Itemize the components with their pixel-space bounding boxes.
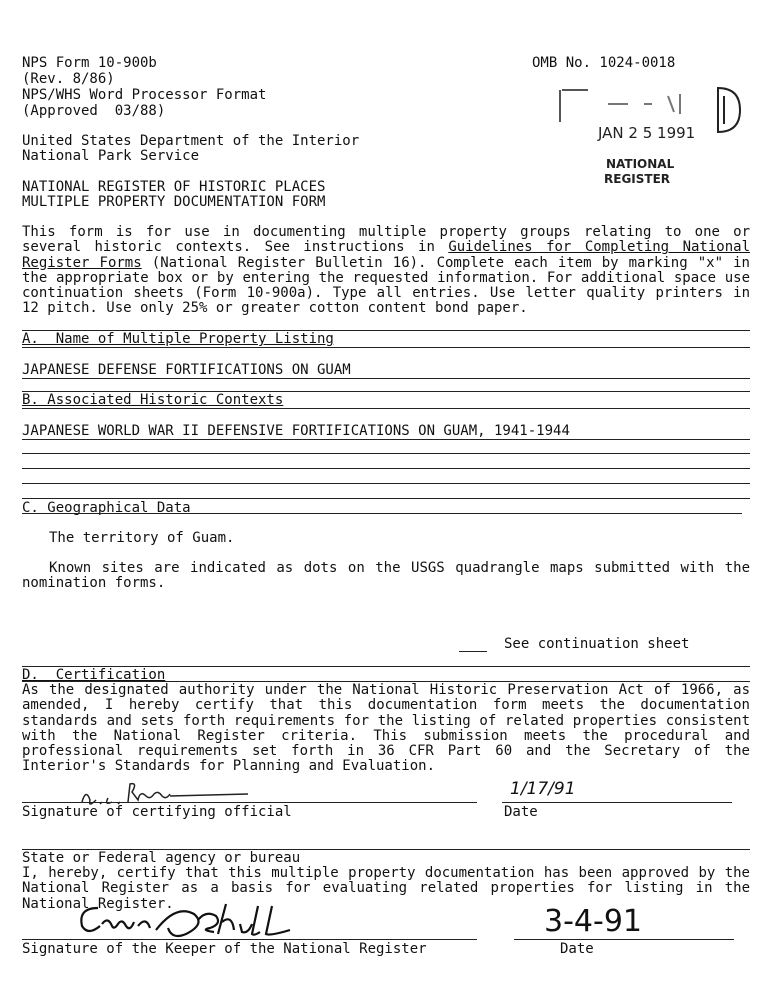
form-number: NPS Form 10-900b bbox=[22, 55, 157, 71]
section-b-value: JAPANESE WORLD WAR II DEFENSIVE FORTIFICATIONS ON GUAM, 1941-1944 bbox=[22, 423, 570, 439]
divider bbox=[22, 347, 750, 348]
divider bbox=[22, 378, 750, 379]
keeper-signature-label: Signature of the Keeper of the National Register bbox=[22, 941, 427, 957]
signature-line bbox=[22, 802, 477, 803]
section-b-heading: B. Associated Historic Contexts bbox=[22, 392, 284, 408]
continuation-label: See continuation sheet bbox=[504, 636, 690, 652]
divider bbox=[22, 483, 750, 484]
omb-number: OMB No. 1024-0018 bbox=[532, 55, 676, 71]
agency-label: State or Federal agency or bureau bbox=[22, 850, 301, 866]
keeper-date-value: 3-4-91 bbox=[544, 904, 642, 939]
divider bbox=[22, 468, 750, 469]
divider bbox=[22, 513, 742, 514]
section-a-heading: A. Name of Multiple Property Listing bbox=[22, 331, 334, 347]
stamp-line2: REGISTER bbox=[604, 172, 671, 186]
divider bbox=[22, 439, 750, 440]
continuation-checkbox-line[interactable] bbox=[459, 651, 487, 652]
certifying-signature-label: Signature of certifying official bbox=[22, 804, 292, 820]
form-revision: (Rev. 8/86) bbox=[22, 71, 115, 87]
intro-paragraph bbox=[22, 225, 750, 317]
divider bbox=[22, 498, 750, 499]
guidelines-link[interactable]: Guidelines for Completing National Register Forms bbox=[22, 239, 750, 271]
intro-text-end: (National Register Bulletin 16). Complete each item by marking "x" in the appropriate box or by entering the requested information. For additional space use continuation sheets (Form 10-900a). Type all entries. Use letter quality printers in 12 pitch. Use only 25% or greater cotton content bond paper. bbox=[22, 254, 750, 317]
territory-text: The territory of Guam. bbox=[49, 530, 235, 546]
date-line bbox=[514, 939, 734, 940]
keeper-date-label: Date bbox=[560, 941, 594, 957]
form-title-line1: NATIONAL REGISTER OF HISTORIC PLACES bbox=[22, 179, 326, 195]
divider bbox=[22, 408, 750, 409]
form-format: NPS/WHS Word Processor Format bbox=[22, 87, 267, 103]
date-line bbox=[502, 802, 732, 803]
known-sites-text: Known sites are indicated as dots on the USGS quadrangle maps submitted with the nomination forms. bbox=[22, 560, 750, 592]
form-title-line2: MULTIPLE PROPERTY DOCUMENTATION FORM bbox=[22, 194, 326, 210]
form-approved: (Approved 03/88) bbox=[22, 103, 166, 119]
certification-text: As the designated authority under the National Historic Preservation Act of 1966, as amended, I hereby certify that this documentation form meets the documentation standards and sets forth requirements for the listing of related properties consistent with the National Register criteria. This submission meets the procedural and professional requirements set forth in 36 CFR Part 60 and the Secretary of the Interior's Standards for Planning and Evaluation. bbox=[22, 682, 750, 775]
certifying-date-value: 1/17/91 bbox=[510, 779, 576, 799]
intro-text-start: This form is for use in documenting multiple property groups relating to one or several historic contexts. See instructions in bbox=[22, 224, 750, 256]
stamp-line1: NATIONAL bbox=[606, 157, 675, 171]
divider bbox=[22, 453, 750, 454]
signature-line bbox=[22, 939, 477, 940]
stamp-date: JAN 2 5 1991 bbox=[598, 124, 696, 142]
keeper-signature bbox=[76, 896, 316, 944]
certifying-date-label: Date bbox=[504, 804, 538, 820]
service: National Park Service bbox=[22, 148, 200, 164]
section-c-heading: C. Geographical Data bbox=[22, 500, 191, 516]
keeper-certification-text: I, hereby, certify that this multiple property documentation has been approved by the National Register as a basis for evaluating related properties for listing in the National Register. bbox=[22, 865, 750, 912]
department: United States Department of the Interior bbox=[22, 133, 360, 149]
section-a-value: JAPANESE DEFENSE FORTIFICATIONS ON GUAM bbox=[22, 362, 351, 378]
section-d-heading: D. Certification bbox=[22, 667, 166, 683]
